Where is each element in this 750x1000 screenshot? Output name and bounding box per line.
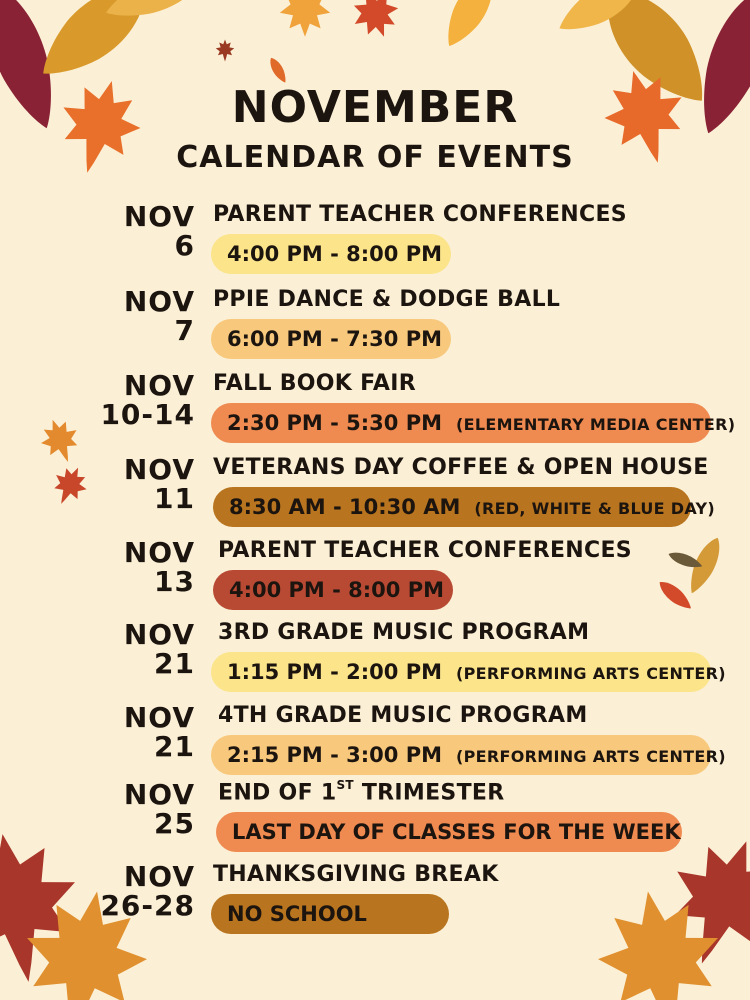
event-item <box>0 862 750 942</box>
event-day: 25 <box>154 807 195 840</box>
event-time: 8:30 AM - 10:30 AM <box>229 495 461 519</box>
event-location: (ELEMENTARY MEDIA CENTER) <box>456 415 736 434</box>
event-time-pill <box>216 812 682 852</box>
event-date <box>124 202 195 260</box>
event-location: (PERFORMING ARTS CENTER) <box>456 664 726 683</box>
event-title: END OF 1ST TRIMESTER <box>218 778 505 806</box>
leaf-top-center-1-icon <box>280 0 330 37</box>
event-month: NOV <box>123 778 195 811</box>
event-item <box>0 371 750 451</box>
star-anise-icon <box>216 39 234 61</box>
leaf-small-icon <box>267 55 290 85</box>
event-time: NO SCHOOL <box>227 902 367 926</box>
event-time: 2:15 PM - 3:00 PM <box>227 743 443 767</box>
event-date <box>124 703 195 761</box>
event-location: (PERFORMING ARTS CENTER) <box>456 747 726 766</box>
event-title: VETERANS DAY COFFEE & OPEN HOUSE <box>213 455 709 480</box>
event-day: 13 <box>154 565 195 598</box>
event-title: FALL BOOK FAIR <box>213 371 416 396</box>
event-date <box>100 862 195 920</box>
event-time-pill <box>211 319 451 359</box>
event-date <box>124 538 195 596</box>
event-date <box>124 287 195 345</box>
event-time-pill <box>211 735 726 775</box>
event-day: 21 <box>154 647 195 680</box>
event-time: LAST DAY OF CLASSES FOR THE WEEK <box>232 820 681 844</box>
event-time-pill <box>211 234 451 274</box>
leaf-top-center-2-icon <box>344 0 406 45</box>
event-month: NOV <box>123 453 195 486</box>
event-title: 3RD GRADE MUSIC PROGRAM <box>218 620 590 645</box>
event-time-pill <box>213 487 716 527</box>
event-day: 21 <box>154 730 195 763</box>
event-month: NOV <box>123 285 195 318</box>
event-time: 4:00 PM - 8:00 PM <box>229 578 445 602</box>
event-item <box>0 202 750 282</box>
event-time: 4:00 PM - 8:00 PM <box>227 242 443 266</box>
event-day: 6 <box>174 229 195 262</box>
event-title: PARENT TEACHER CONFERENCES <box>218 538 632 563</box>
event-item <box>0 620 750 700</box>
event-title: THANKSGIVING BREAK <box>213 862 499 887</box>
event-day: 10-14 <box>100 398 195 431</box>
event-item <box>0 780 750 860</box>
event-day: 26-28 <box>100 889 195 922</box>
event-title: 4TH GRADE MUSIC PROGRAM <box>218 703 588 728</box>
event-time: 2:30 PM - 5:30 PM <box>227 411 443 435</box>
event-item <box>0 455 750 535</box>
event-month: NOV <box>123 200 195 233</box>
event-date <box>124 620 195 678</box>
event-month: NOV <box>123 369 195 402</box>
event-month: NOV <box>123 860 195 893</box>
event-date <box>100 371 195 429</box>
event-time: 1:15 PM - 2:00 PM <box>227 660 443 684</box>
event-month: NOV <box>123 536 195 569</box>
event-day: 7 <box>174 314 195 347</box>
event-item <box>0 703 750 783</box>
event-time-pill <box>213 570 453 610</box>
event-month: NOV <box>123 618 195 651</box>
event-time-pill <box>211 894 449 934</box>
event-time-pill <box>211 652 726 692</box>
event-note: (RED, WHITE & BLUE DAY) <box>474 499 716 518</box>
event-item <box>0 538 750 618</box>
event-title: PARENT TEACHER CONFERENCES <box>213 202 627 227</box>
page-subtitle: CALENDAR OF EVENTS <box>176 140 574 175</box>
event-day: 11 <box>154 482 195 515</box>
event-month: NOV <box>123 701 195 734</box>
event-title: PPIE DANCE & DODGE BALL <box>213 287 561 312</box>
page-title: NOVEMBER <box>231 82 519 133</box>
event-item <box>0 287 750 367</box>
leaf-top-center-3-icon <box>436 0 503 54</box>
event-date <box>124 780 195 838</box>
event-date <box>124 455 195 513</box>
event-time: 6:00 PM - 7:30 PM <box>227 327 443 351</box>
event-time-pill <box>211 403 736 443</box>
